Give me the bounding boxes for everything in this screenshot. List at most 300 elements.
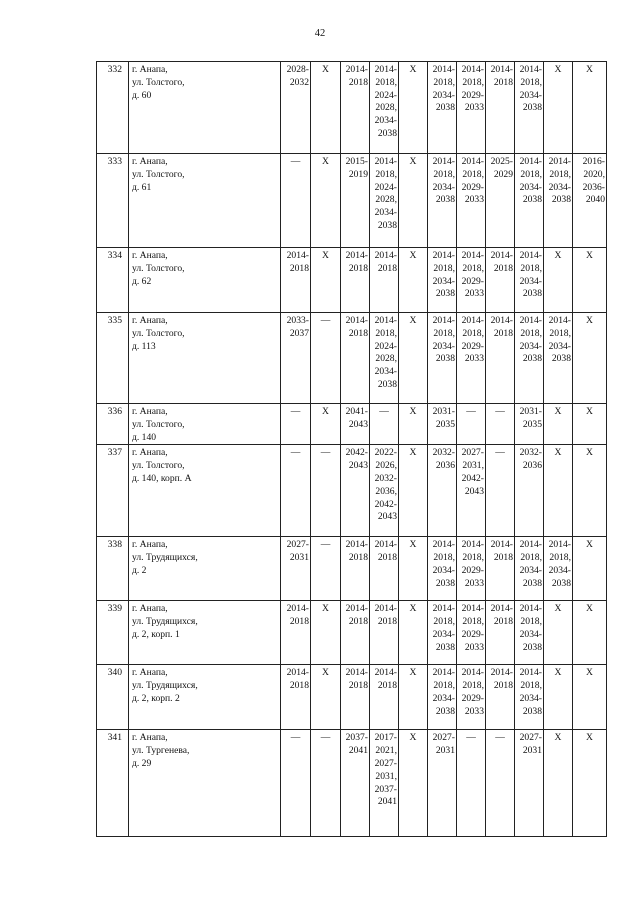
period-value: 2032 xyxy=(289,76,309,88)
period-value: 2014- xyxy=(519,667,542,679)
period-value: 2014- xyxy=(490,667,513,679)
period-cell xyxy=(399,248,428,313)
period-value: 2018, xyxy=(549,168,571,180)
period-value: 2014- xyxy=(461,667,484,679)
period-value: 2038 xyxy=(522,288,542,300)
address-line: ул. Толстого, xyxy=(132,418,185,430)
period-value: 2027- xyxy=(374,757,397,769)
period-cell xyxy=(573,313,607,404)
period-value: 2018, xyxy=(375,168,397,180)
period-value: 2038 xyxy=(435,102,455,114)
period-cell xyxy=(399,404,428,445)
period-cell xyxy=(281,537,311,601)
period-cell xyxy=(370,62,399,154)
period-cell xyxy=(573,601,607,665)
period-value: 2018, xyxy=(433,76,455,88)
period-value: X xyxy=(409,732,417,744)
address-line: ул. Толстого, xyxy=(132,262,185,274)
period-cell xyxy=(544,313,573,404)
period-cell xyxy=(281,404,311,445)
period-value: 2034- xyxy=(548,340,571,352)
period-cell xyxy=(457,665,486,730)
address-line: ул. Толстого, xyxy=(132,76,185,88)
table-row xyxy=(97,537,607,601)
period-value: 2014- xyxy=(374,539,397,551)
period-cell xyxy=(428,445,457,537)
period-value: 2038 xyxy=(551,194,571,206)
period-cell xyxy=(457,730,486,837)
period-value: 2038 xyxy=(551,577,571,589)
period-value: 2036 xyxy=(435,460,455,472)
period-cell xyxy=(486,445,515,537)
period-value: 2043 xyxy=(348,460,368,472)
period-value: 2031, xyxy=(375,770,397,782)
period-cell xyxy=(486,154,515,248)
period-value: 2014- xyxy=(519,64,542,75)
period-cell xyxy=(515,154,544,248)
period-cell xyxy=(544,404,573,445)
address-line: г. Анапа, xyxy=(132,406,168,417)
period-value: — xyxy=(379,406,389,417)
address-line: д. 2 xyxy=(132,564,147,576)
address-line: г. Анапа, xyxy=(132,250,168,261)
period-value: 2038 xyxy=(377,127,397,139)
address-cell xyxy=(129,601,281,665)
period-cell xyxy=(486,313,515,404)
address-cell xyxy=(129,248,281,313)
period-value: 2014- xyxy=(374,64,397,75)
period-value: — xyxy=(320,315,331,326)
period-value: 2018, xyxy=(520,168,542,180)
period-value: 2038 xyxy=(435,288,455,300)
period-value: 2018, xyxy=(375,76,397,88)
period-value: 2014- xyxy=(432,539,455,551)
period-value: 2038 xyxy=(435,194,455,206)
period-value: 2032- xyxy=(432,447,455,459)
row-number: 336 xyxy=(97,404,129,445)
period-value: 2018, xyxy=(520,616,542,628)
period-value: 2018, xyxy=(520,552,542,564)
period-cell xyxy=(428,313,457,404)
period-value: 2033 xyxy=(464,641,484,653)
period-cell xyxy=(573,665,607,730)
period-cell xyxy=(370,601,399,665)
period-value: X xyxy=(409,667,417,679)
period-value: — xyxy=(290,732,301,744)
period-cell xyxy=(370,665,399,730)
period-cell xyxy=(515,665,544,730)
period-value: 2034- xyxy=(519,275,542,287)
period-value: X xyxy=(586,603,593,615)
period-cell xyxy=(281,248,311,313)
period-cell xyxy=(399,154,428,248)
period-value: 2018, xyxy=(520,327,542,339)
period-value: 2031 xyxy=(289,552,309,564)
address-line: г. Анапа, xyxy=(132,667,168,679)
period-value: 2034- xyxy=(432,340,455,352)
period-value: 2014- xyxy=(461,250,484,261)
period-value: 2018, xyxy=(462,262,484,274)
period-value: 2034- xyxy=(519,340,542,352)
period-value: 2034- xyxy=(548,181,571,193)
period-cell xyxy=(457,62,486,154)
period-value: 2029- xyxy=(461,340,484,352)
period-value: 2018, xyxy=(462,76,484,88)
period-value: 2014- xyxy=(286,667,309,679)
address-line: ул. Толстого, xyxy=(132,327,185,339)
period-cell xyxy=(428,62,457,154)
period-cell xyxy=(341,445,370,537)
period-value: X xyxy=(586,64,593,75)
period-value: 2014- xyxy=(461,539,484,551)
period-value: 2014- xyxy=(374,667,397,679)
period-value: 2018 xyxy=(377,552,397,564)
period-value: 2035 xyxy=(435,418,455,430)
period-cell xyxy=(341,313,370,404)
period-cell xyxy=(544,601,573,665)
address-line: г. Анапа, xyxy=(132,447,168,459)
address-line: ул. Толстого, xyxy=(132,168,185,180)
period-value: 2034- xyxy=(374,115,397,127)
period-value: 2014- xyxy=(490,315,513,326)
period-value: 2029- xyxy=(461,89,484,101)
period-cell xyxy=(281,665,311,730)
row-number: 339 xyxy=(97,601,129,665)
period-value: 2038 xyxy=(522,577,542,589)
period-value: 2027- xyxy=(432,732,455,744)
period-value: 2038 xyxy=(522,353,542,365)
period-value: 2018, xyxy=(433,616,455,628)
period-value: 2017- xyxy=(374,732,397,744)
period-value: — xyxy=(466,406,476,417)
address-line: г. Анапа, xyxy=(132,64,168,75)
period-cell xyxy=(341,62,370,154)
period-cell xyxy=(486,248,515,313)
period-value: 2028- xyxy=(286,64,309,75)
period-value: X xyxy=(586,539,593,551)
period-value: 2026, xyxy=(375,460,397,472)
period-cell xyxy=(457,537,486,601)
period-value: 2018 xyxy=(493,262,513,274)
address-line: г. Анапа, xyxy=(132,732,168,744)
period-value: 2038 xyxy=(435,705,455,717)
row-number: 338 xyxy=(97,537,129,601)
period-cell xyxy=(544,248,573,313)
period-value: X xyxy=(586,250,593,261)
period-value: X xyxy=(409,447,417,459)
period-cell xyxy=(281,313,311,404)
period-value: 2028, xyxy=(375,194,397,206)
period-cell xyxy=(515,248,544,313)
period-value: 2014- xyxy=(490,250,513,261)
address-line: д. 140 xyxy=(132,431,157,443)
period-cell xyxy=(311,665,341,730)
period-value: 2018 xyxy=(348,616,368,628)
period-cell xyxy=(370,404,399,445)
period-value: X xyxy=(586,315,593,326)
period-value: 2018 xyxy=(348,262,368,274)
period-value: 2043 xyxy=(348,418,368,430)
period-value: 2031 xyxy=(435,745,455,757)
period-value: 2038 xyxy=(522,102,542,114)
period-value: X xyxy=(322,64,329,75)
period-cell xyxy=(341,537,370,601)
period-value: 2043 xyxy=(464,485,484,497)
period-cell xyxy=(573,730,607,837)
period-value: 2029 xyxy=(493,168,513,180)
period-value: 2034- xyxy=(374,207,397,219)
address-line: ул. Трудящихся, xyxy=(132,552,198,564)
address-line: д. 29 xyxy=(132,757,152,769)
period-cell xyxy=(515,313,544,404)
period-cell xyxy=(428,665,457,730)
period-value: 2018 xyxy=(348,552,368,564)
period-value: 2034- xyxy=(432,89,455,101)
period-value: 2034- xyxy=(519,628,542,640)
period-value: — xyxy=(495,732,505,744)
period-value: X xyxy=(322,250,329,261)
row-number: 340 xyxy=(97,665,129,730)
period-value: 2033 xyxy=(464,194,484,206)
row-number: 341 xyxy=(97,730,129,837)
period-value: 2018, xyxy=(433,327,455,339)
address-cell xyxy=(129,404,281,445)
period-value: 2018, xyxy=(549,552,571,564)
period-value: 2031 xyxy=(522,745,542,757)
row-number: 333 xyxy=(97,154,129,248)
period-value: 2015- xyxy=(345,156,368,167)
period-value: 2037 xyxy=(289,327,309,339)
period-cell xyxy=(457,313,486,404)
period-cell xyxy=(281,445,311,537)
period-value: X xyxy=(554,667,562,679)
period-value: 2014- xyxy=(432,315,455,326)
period-value: 2021, xyxy=(375,745,397,757)
period-cell xyxy=(486,665,515,730)
period-value: 2038 xyxy=(522,705,542,717)
period-value: 2018, xyxy=(375,327,397,339)
period-cell xyxy=(281,154,311,248)
period-value: 2032- xyxy=(519,447,542,459)
period-value: 2018 xyxy=(289,616,309,628)
period-value: 2014- xyxy=(519,603,542,615)
period-value: — xyxy=(495,447,505,459)
repair-schedule-table xyxy=(96,61,607,837)
period-cell xyxy=(544,154,573,248)
period-cell xyxy=(370,248,399,313)
period-value: 2027- xyxy=(519,732,542,744)
period-value: 2014- xyxy=(432,667,455,679)
table-body xyxy=(97,62,607,837)
period-cell xyxy=(428,248,457,313)
period-value: 2038 xyxy=(377,219,397,231)
table-row xyxy=(97,601,607,665)
period-value: 2038 xyxy=(435,641,455,653)
period-value: 2018 xyxy=(348,680,368,692)
period-value: 2038 xyxy=(435,577,455,589)
period-value: 2016- xyxy=(582,156,605,167)
period-cell xyxy=(515,62,544,154)
period-value: X xyxy=(409,603,417,615)
period-value: 2014- xyxy=(490,64,513,75)
period-value: 2029- xyxy=(461,564,484,576)
period-value: 2018 xyxy=(377,262,397,274)
period-cell xyxy=(399,445,428,537)
period-value: 2029- xyxy=(461,181,484,193)
period-value: X xyxy=(554,732,562,744)
period-value: 2018, xyxy=(520,262,542,274)
period-cell xyxy=(281,730,311,837)
period-value: 2028, xyxy=(375,353,397,365)
period-value: 2018, xyxy=(549,327,571,339)
period-value: 2042- xyxy=(461,472,484,484)
period-value: 2040 xyxy=(585,194,605,206)
table-row xyxy=(97,62,607,154)
period-value: 2014- xyxy=(461,315,484,326)
address-cell xyxy=(129,665,281,730)
period-value: X xyxy=(586,447,593,459)
period-cell xyxy=(281,601,311,665)
period-cell xyxy=(341,730,370,837)
period-value: — xyxy=(320,447,331,459)
period-cell xyxy=(457,404,486,445)
period-cell xyxy=(399,665,428,730)
period-value: X xyxy=(554,64,562,75)
period-value: 2036, xyxy=(375,485,397,497)
period-cell xyxy=(399,601,428,665)
period-cell xyxy=(341,665,370,730)
row-number: 337 xyxy=(97,445,129,537)
period-value: 2018, xyxy=(462,680,484,692)
period-cell xyxy=(573,62,607,154)
period-value: 2034- xyxy=(432,628,455,640)
period-value: 2014- xyxy=(519,315,542,326)
period-value: 2033- xyxy=(286,315,309,326)
period-value: X xyxy=(322,603,329,615)
period-value: 2014- xyxy=(490,603,513,615)
period-cell xyxy=(573,404,607,445)
period-value: 2034- xyxy=(519,89,542,101)
period-cell xyxy=(544,665,573,730)
period-value: X xyxy=(586,406,593,417)
period-value: 2038 xyxy=(551,353,571,365)
period-cell xyxy=(486,537,515,601)
period-cell xyxy=(399,730,428,837)
period-value: 2042- xyxy=(374,498,397,510)
period-value: 2014- xyxy=(374,156,397,167)
period-cell xyxy=(311,445,341,537)
period-value: 2024- xyxy=(374,89,397,101)
period-cell xyxy=(370,445,399,537)
period-value: X xyxy=(554,603,562,615)
row-number: 335 xyxy=(97,313,129,404)
period-value: 2033 xyxy=(464,577,484,589)
address-line: г. Анапа, xyxy=(132,315,168,326)
period-value: 2018, xyxy=(433,168,455,180)
period-value: 2027- xyxy=(461,447,484,459)
period-value: — xyxy=(290,447,301,459)
table-row xyxy=(97,154,607,248)
period-value: 2014- xyxy=(461,64,484,75)
period-value: 2018 xyxy=(289,262,309,274)
period-value: 2029- xyxy=(461,692,484,704)
period-value: 2031- xyxy=(519,406,542,417)
period-value: 2034- xyxy=(519,692,542,704)
period-cell xyxy=(486,601,515,665)
period-value: — xyxy=(290,406,301,417)
address-line: г. Анапа, xyxy=(132,539,168,551)
period-value: — xyxy=(466,732,476,744)
period-value: 2014- xyxy=(345,315,368,326)
period-value: 2018 xyxy=(493,680,513,692)
period-value: 2019 xyxy=(348,168,368,180)
period-cell xyxy=(341,601,370,665)
period-value: 2029- xyxy=(461,275,484,287)
address-cell xyxy=(129,537,281,601)
period-value: 2018 xyxy=(377,616,397,628)
period-value: 2033 xyxy=(464,353,484,365)
address-cell xyxy=(129,445,281,537)
period-value: 2032- xyxy=(374,472,397,484)
period-value: 2014- xyxy=(432,250,455,261)
period-cell xyxy=(573,445,607,537)
period-value: 2025- xyxy=(490,156,513,167)
period-value: 2014- xyxy=(345,64,368,75)
period-cell xyxy=(544,445,573,537)
address-cell xyxy=(129,730,281,837)
period-value: 2029- xyxy=(461,628,484,640)
period-value: 2014- xyxy=(432,156,455,167)
period-value: 2042- xyxy=(345,447,368,459)
period-value: 2037- xyxy=(345,732,368,744)
period-value: 2014- xyxy=(432,64,455,75)
period-value: 2018, xyxy=(433,680,455,692)
period-value: — xyxy=(320,539,331,551)
period-value: 2034- xyxy=(519,564,542,576)
period-cell xyxy=(457,154,486,248)
address-cell xyxy=(129,313,281,404)
period-value: 2018 xyxy=(348,76,368,88)
period-value: 2018 xyxy=(377,680,397,692)
period-value: 2018, xyxy=(433,262,455,274)
period-value: 2014- xyxy=(519,156,542,167)
period-value: 2041- xyxy=(345,406,368,417)
period-value: 2024- xyxy=(374,340,397,352)
period-value: 2018 xyxy=(493,327,513,339)
period-value: 2014- xyxy=(345,667,368,679)
period-value: X xyxy=(554,447,562,459)
table-row xyxy=(97,248,607,313)
period-value: X xyxy=(409,315,417,326)
address-line: д. 140, корп. А xyxy=(132,472,192,484)
address-line: г. Анапа, xyxy=(132,156,168,167)
period-value: X xyxy=(409,156,417,167)
period-value: 2018, xyxy=(433,552,455,564)
period-cell xyxy=(311,404,341,445)
period-value: 2018, xyxy=(520,76,542,88)
period-value: 2018 xyxy=(493,552,513,564)
table-row xyxy=(97,730,607,837)
period-cell xyxy=(428,730,457,837)
period-cell xyxy=(573,154,607,248)
period-value: 2038 xyxy=(377,378,397,390)
period-value: 2031, xyxy=(462,460,484,472)
period-cell xyxy=(544,62,573,154)
period-value: 2014- xyxy=(461,156,484,167)
period-value: 2038 xyxy=(522,194,542,206)
period-value: 2018, xyxy=(462,327,484,339)
period-value: 2014- xyxy=(374,250,397,261)
